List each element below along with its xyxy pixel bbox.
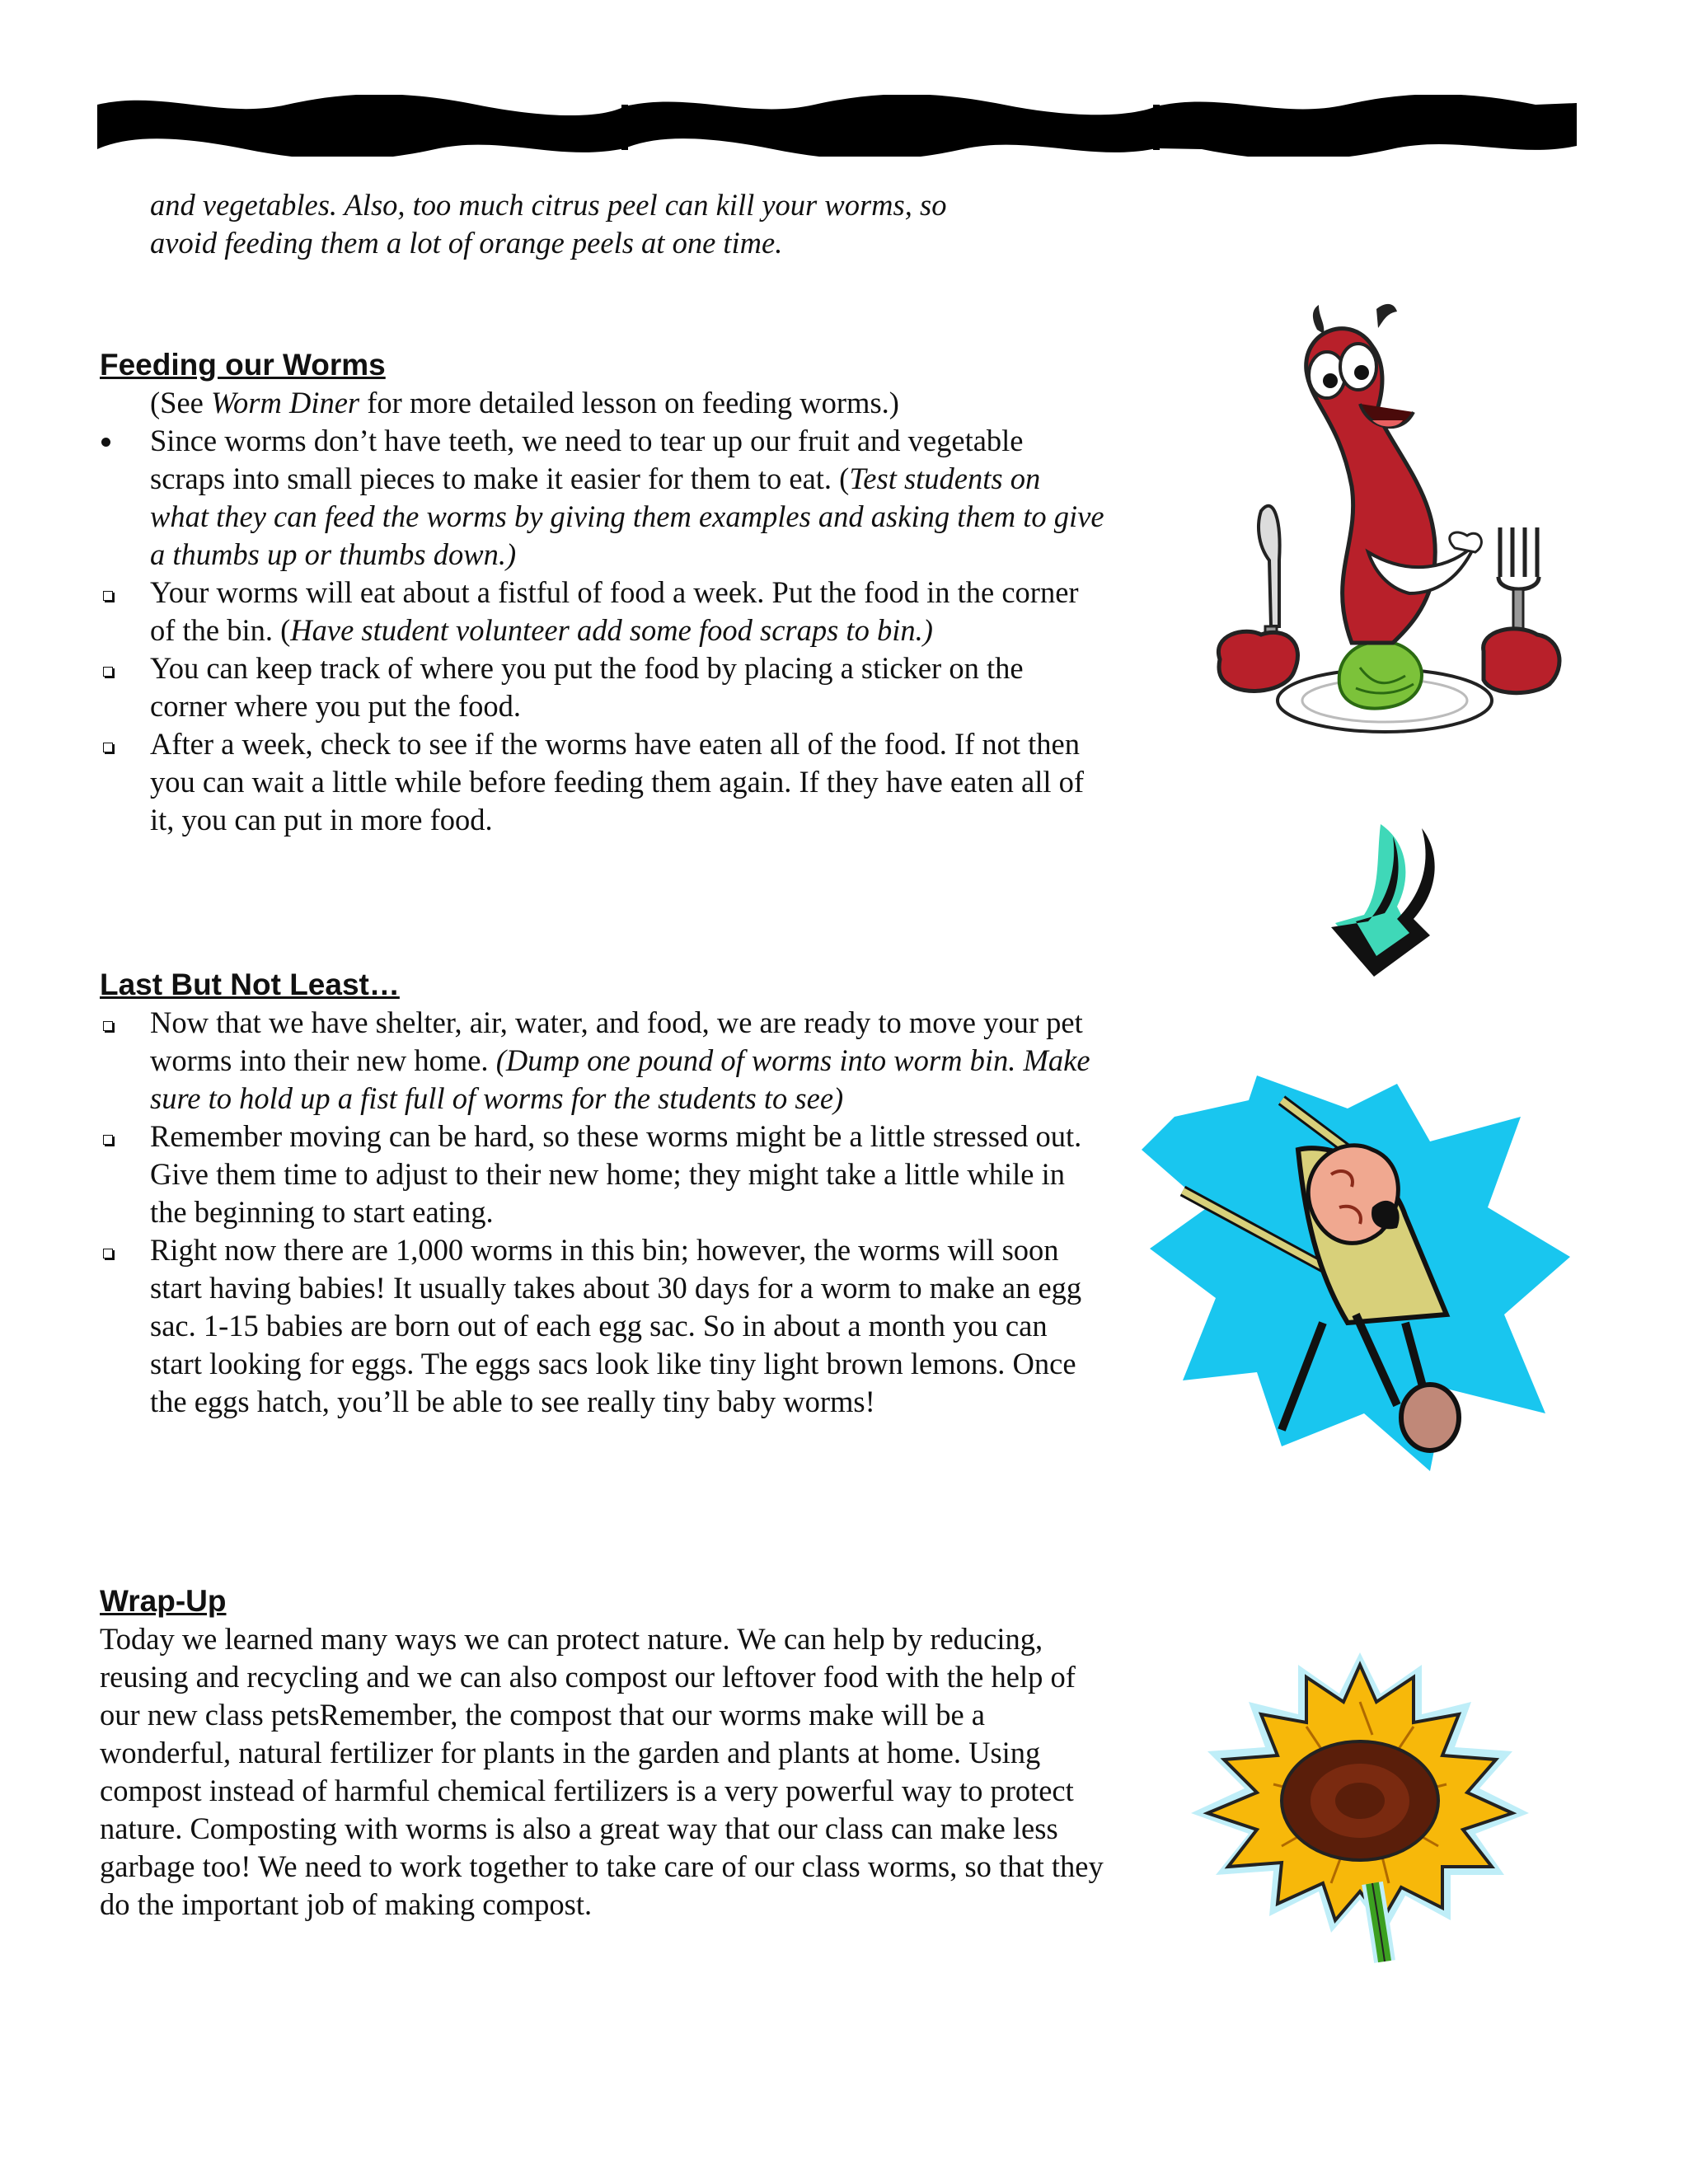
worm-diner-icon [1195, 297, 1582, 750]
feeding-section [100, 346, 1105, 839]
checkbox-bullet-icon [103, 1249, 113, 1258]
last-section [100, 966, 1105, 1421]
checkbox-bullet-icon [103, 743, 113, 752]
last-item: Right now there are 1,000 worms in this bin; however, the worms will soon start having babies! It usually takes about 30 days for a worm to make an egg sac. 1-15 babies are born out of each egg sac. So in about a month you can start looking for eggs. The eggs sacs look like tiny light brown lemons. Once the eggs hatch, you’ll be able to see really tiny baby worms! [100, 1231, 1105, 1421]
feeding-see-note: (See Worm Diner for more detailed lesson on feeding worms.) [150, 386, 899, 419]
feeding-item: Your worms will eat about a fistful of food a week. Put the food in the corner of the bin. (Have student volunteer add some food scraps to bin.) [100, 574, 1105, 649]
worm-diner-title: Worm Diner [210, 386, 360, 419]
arrow-down-icon [1323, 816, 1463, 981]
checkbox-bullet-icon [103, 667, 113, 677]
feeding-heading: Feeding our Worms [100, 348, 386, 382]
intro-line-1: and vegetables. Also, too much citrus peel can kill your worms, so [150, 188, 947, 222]
wheelbarrow-icon [1133, 1067, 1587, 1496]
feeding-item: After a week, check to see if the worms have eaten all of the food. If not then you can wait a little while before feeding them again. If they have eaten all of it, you can put in more food. [100, 725, 1105, 839]
checkbox-bullet-icon [103, 591, 113, 601]
intro-line-2: avoid feeding them a lot of orange peels at one time. [150, 226, 783, 260]
bullet-dot-icon [101, 438, 110, 447]
checkbox-bullet-icon [103, 1021, 113, 1031]
intro-paragraph [100, 186, 1105, 262]
wrapup-section [100, 1582, 1105, 1924]
last-heading: Last But Not Least… [100, 968, 400, 1001]
last-item: Remember moving can be hard, so these worms might be a little stressed out. Give them time to adjust to their new home; they might take a little while in the beginning to start eating. [100, 1118, 1105, 1231]
wrapup-heading: Wrap-Up [100, 1584, 227, 1618]
wrapup-paragraph: Today we learned many ways we can protect nature. We can help by reducing, reusing and recycling and we can also compost our leftover food with the help of our new class petsRemember, the compost that our worms make will be a wonderful, natural fertilizer for plants in the garden and plants at home. Using compost instead of harmful chemical fertilizers is a very powerful way to protect nature. Composting with worms is also a great way that our class can make less garbage too! We need to work together to take care of our class worms, so that they do the important job of making compost. [100, 1622, 1104, 1921]
feeding-item: You can keep track of where you put the food by placing a sticker on the corner where you put the food. [100, 649, 1105, 725]
sunflower-icon [1175, 1636, 1545, 1966]
last-item: Now that we have shelter, air, water, and food, we are ready to move your pet worms into their new home. (Dump one pound of worms into worm bin. Make sure to hold up a fist full of worms for the students to see) [100, 1004, 1105, 1118]
feeding-item: Since worms don’t have teeth, we need to tear up our fruit and vegetable scraps into small pieces to make it easier for them to eat. (Test students on what they can feed the worms by giving them examples and asking them to give a thumbs up or thumbs down.) [100, 422, 1105, 574]
checkbox-bullet-icon [103, 1135, 113, 1145]
wavy-banner [97, 95, 1577, 157]
